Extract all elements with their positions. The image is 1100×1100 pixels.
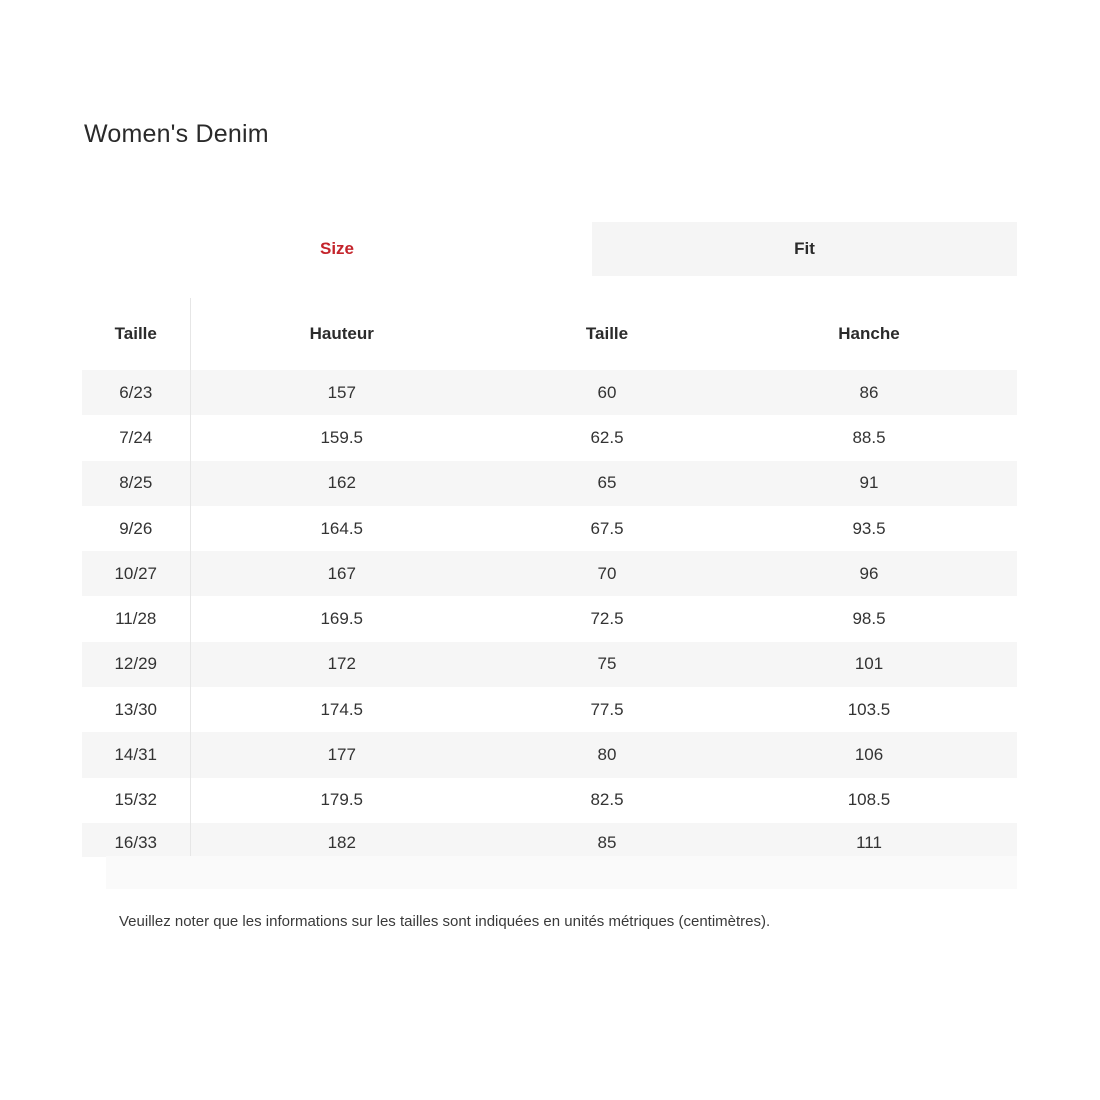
table-cell: 159.5 xyxy=(190,415,493,460)
table-row xyxy=(82,642,1017,687)
table-cell: 8/25 xyxy=(82,461,190,506)
table-row xyxy=(82,370,1017,415)
table-cell: 13/30 xyxy=(82,687,190,732)
table-cell: 11/28 xyxy=(82,596,190,641)
table-cell: 98.5 xyxy=(721,596,1017,641)
table-cell: 167 xyxy=(190,551,493,596)
table-cell: 9/26 xyxy=(82,506,190,551)
table-cell: 70 xyxy=(493,551,721,596)
column-header-taille-waist: Taille xyxy=(585,324,629,343)
table-row xyxy=(82,732,1017,777)
table-cell: 96 xyxy=(721,551,1017,596)
table-body xyxy=(82,370,1017,857)
table-cell: 65 xyxy=(493,461,721,506)
table-cell: 179.5 xyxy=(190,778,493,823)
table-cell: 164.5 xyxy=(190,506,493,551)
table-cell: 157 xyxy=(190,370,493,415)
table-cell: 72.5 xyxy=(493,596,721,641)
table-cell: 10/27 xyxy=(82,551,190,596)
table-row xyxy=(82,823,1017,857)
column-header-taille: Taille xyxy=(82,298,190,370)
table-cell: 103.5 xyxy=(721,687,1017,732)
size-table xyxy=(82,298,1017,857)
table-row xyxy=(82,551,1017,596)
table-cell: 12/29 xyxy=(82,642,190,687)
table-cell: 174.5 xyxy=(190,687,493,732)
metric-units-note: Veuillez noter que les informations sur les tailles sont indiquées en unités métriques (centimètres). xyxy=(119,913,771,930)
table-cell: 14/31 xyxy=(82,732,190,777)
table-cell: 177 xyxy=(190,732,493,777)
tab-fit[interactable]: Fit xyxy=(592,222,1017,276)
table-cell: 108.5 xyxy=(721,778,1017,823)
table-row xyxy=(82,596,1017,641)
table-header-row xyxy=(82,298,1017,370)
table-row xyxy=(82,778,1017,823)
table-cell: 75 xyxy=(493,642,721,687)
table-row xyxy=(82,506,1017,551)
table-cell: 62.5 xyxy=(493,415,721,460)
table-cell: 86 xyxy=(721,370,1017,415)
column-header-hauteur: Hauteur xyxy=(309,324,374,343)
column-header-hanche: Hanche xyxy=(838,324,900,343)
table-cell: 85 xyxy=(493,823,721,857)
table-cell: 162 xyxy=(190,461,493,506)
table-cell: 82.5 xyxy=(493,778,721,823)
table-cell: 7/24 xyxy=(82,415,190,460)
table-cell: 91 xyxy=(721,461,1017,506)
table-footer-strip xyxy=(106,856,1017,889)
table-cell: 6/23 xyxy=(82,370,190,415)
table-cell: 88.5 xyxy=(721,415,1017,460)
table-cell: 60 xyxy=(493,370,721,415)
table-cell: 106 xyxy=(721,732,1017,777)
table-cell: 182 xyxy=(190,823,493,857)
page-title: Women's Denim xyxy=(84,120,269,148)
table-cell: 172 xyxy=(190,642,493,687)
tab-bar xyxy=(82,222,1017,276)
table-cell: 80 xyxy=(493,732,721,777)
table-cell: 169.5 xyxy=(190,596,493,641)
table-cell: 67.5 xyxy=(493,506,721,551)
table-cell: 16/33 xyxy=(82,823,190,857)
table-row xyxy=(82,461,1017,506)
table-row xyxy=(82,415,1017,460)
table-cell: 111 xyxy=(721,823,1017,857)
table-cell: 15/32 xyxy=(82,778,190,823)
tab-size[interactable]: Size xyxy=(82,222,592,276)
table-cell: 93.5 xyxy=(721,506,1017,551)
table-row xyxy=(82,687,1017,732)
table-cell: 101 xyxy=(721,642,1017,687)
size-table-container xyxy=(82,298,1017,857)
table-cell: 77.5 xyxy=(493,687,721,732)
